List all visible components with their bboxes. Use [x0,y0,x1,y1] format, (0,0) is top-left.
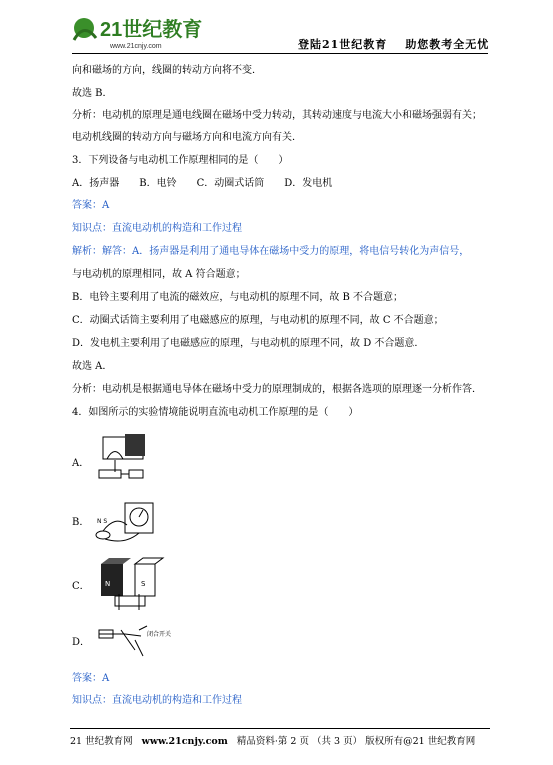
header-divider [72,53,488,54]
site-logo [70,10,205,52]
svg-text:21世纪教育: 21世纪教育 [100,19,203,41]
text-line: 电动机线圈的转动方向与磁场方向和电流方向有关． [72,132,302,143]
option-d-figure [95,620,175,660]
option-b-label: B． [72,517,90,528]
option-c-label: C． [72,581,90,592]
header-slogan [298,36,507,52]
knowledge-point: 知识点：直流电动机的构造和工作过程 [72,223,242,234]
text-line: 分析：电动机的原理是通电线圈在磁场中受力转动，其转动速度与电流大小和磁场强弱有关； [72,110,482,121]
svg-text:N S: N S [97,518,108,525]
text-line: 故选 A． [72,361,113,372]
footer-divider [70,728,490,729]
analysis-text: 解析：解答：A．扬声器是利用了通电导体在磁场中受力的原理，将电信号转化为声信号， [72,246,470,257]
footer-url[interactable]: www.21cnjy.com [141,736,228,747]
option-d-figure-label: 闭合开关 [147,631,172,638]
text-line: 故选 B． [72,88,113,99]
option-c-figure [95,556,170,614]
option-a-label: A． [72,458,90,469]
slogan-left: 登陆21世纪教育 [298,38,388,51]
analysis-line [72,245,469,258]
text-line: B．电铃主要利用了电流的磁效应，与电动机的原理不同，故 B 不合题意； [72,292,404,303]
footer-left: 21 世纪教育网 [70,736,133,747]
page-footer [70,733,475,747]
answer-label: 答案：A [72,200,110,211]
svg-text:N: N [105,580,111,588]
question-4: 4．如图所示的实验情境能说明直流电动机工作原理的是（ ） [72,407,359,418]
text-line: D．发电机主要利用了电磁感应的原理，与电动机的原理不同，故 D 不合题意． [72,338,425,349]
answer-label-4: 答案：A [72,673,110,684]
text-line: 向和磁场的方向，线圈的转动方向将不变． [72,65,262,76]
text-line: 与电动机的原理相同，故 A 符合题意； [72,269,246,280]
option-a-figure [95,432,165,487]
text-line: 分析：电动机是根据通电导体在磁场中受力的原理制成的，根据各选项的原理逐一分析作答． [72,384,482,395]
footer-middle: 精品资料·第 2 页 （共 3 页） 版权所有@21 世纪教育网 [236,736,476,747]
option-d-label: D． [72,637,91,648]
knowledge-point-4: 知识点：直流电动机的构造和工作过程 [72,695,242,706]
question-3: 3．下列设备与电动机工作原理相同的是（ ） [72,155,289,166]
page-header [0,0,553,60]
slogan-right: 助您教考全无忧 [405,38,490,51]
question-3-options: A．扬声器 B．电铃 C．动圈式话筒 D．发电机 [72,178,333,189]
svg-text:www.21cnjy.com: www.21cnjy.com [110,43,162,50]
option-b-figure [95,497,160,547]
text-line: C．动圈式话筒主要利用了电磁感应的原理，与电动机的原理不同，故 C 不合题意； [72,315,444,326]
svg-text:S: S [141,580,146,588]
